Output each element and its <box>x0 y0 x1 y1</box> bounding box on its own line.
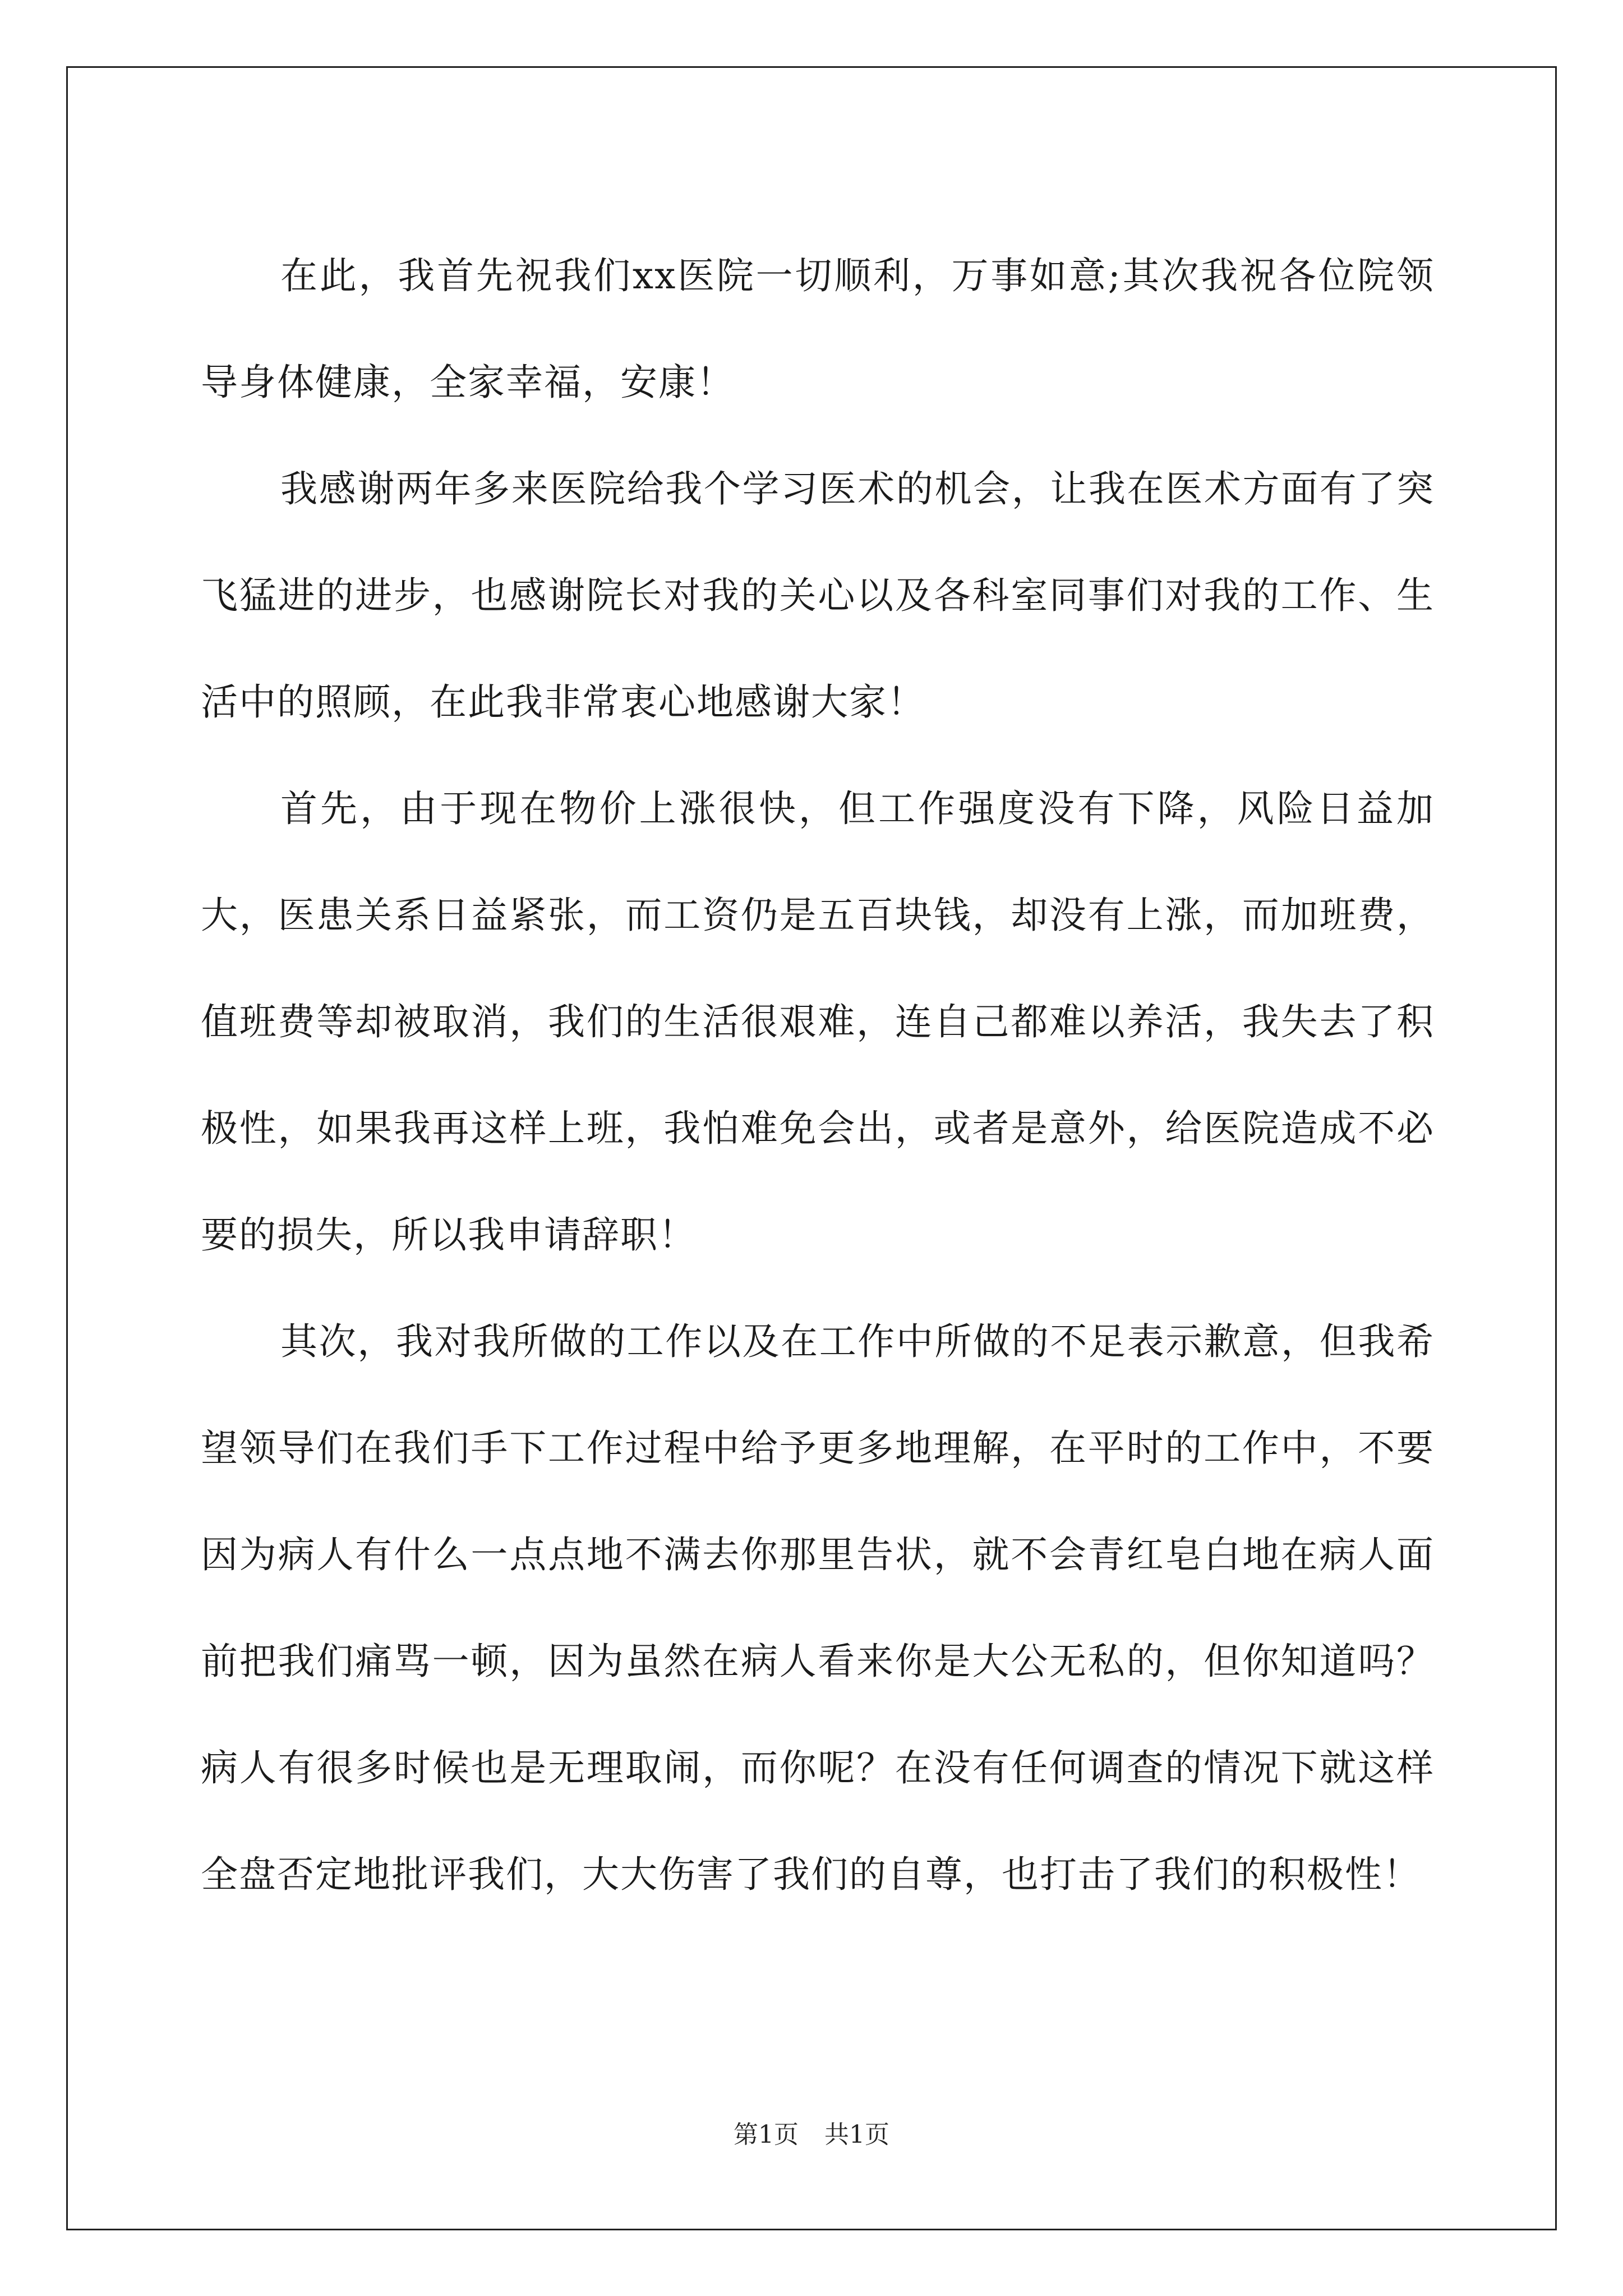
page-total: 共1页 <box>824 2120 889 2149</box>
paragraph-thanks: 我感谢两年多来医院给我个学习医术的机会，让我在医术方面有了突飞猛进的进步，也感谢院长对我的关心以及各科室同事们对我的工作、生活中的照顾，在此我非常衷心地感谢大家！ <box>201 467 1435 724</box>
page-number: 第1页 <box>734 2120 799 2149</box>
document-body <box>201 223 1435 1928</box>
paragraph-reason-second: 其次，我对我所做的工作以及在工作中所做的不足表示歉意，但我希望领导们在我们手下工作过程中给予更多地理解，在平时的工作中，不要因为病人有什么一点点地不满去你那里告状，就不会青红皂白地在病人面前把我们痛骂一顿，因为虽然在病人看来你是大公无私的，但你知道吗？病人有很多时候也是无理取闹，而你呢？在没有任何调查的情况下就这样全盘否定地批评我们，大大伤害了我们的自尊，也打击了我们的积极性！ <box>201 1320 1435 1896</box>
paragraph-reason-first: 首先，由于现在物价上涨很快，但工作强度没有下降，风险日益加大，医患关系日益紧张，而工资仍是五百块钱，却没有上涨，而加班费，值班费等却被取消，我们的生活很艰难，连自己都难以养活，我失去了积极性，如果我再这样上班，我怕难免会出，或者是意外，给医院造成不必要的损失，所以我申请辞职！ <box>201 787 1435 1257</box>
page-footer <box>0 2118 1623 2152</box>
paragraph-greeting: 在此，我首先祝我们xx医院一切顺利，万事如意;其次我祝各位院领导身体健康，全家幸福，安康！ <box>201 254 1435 404</box>
